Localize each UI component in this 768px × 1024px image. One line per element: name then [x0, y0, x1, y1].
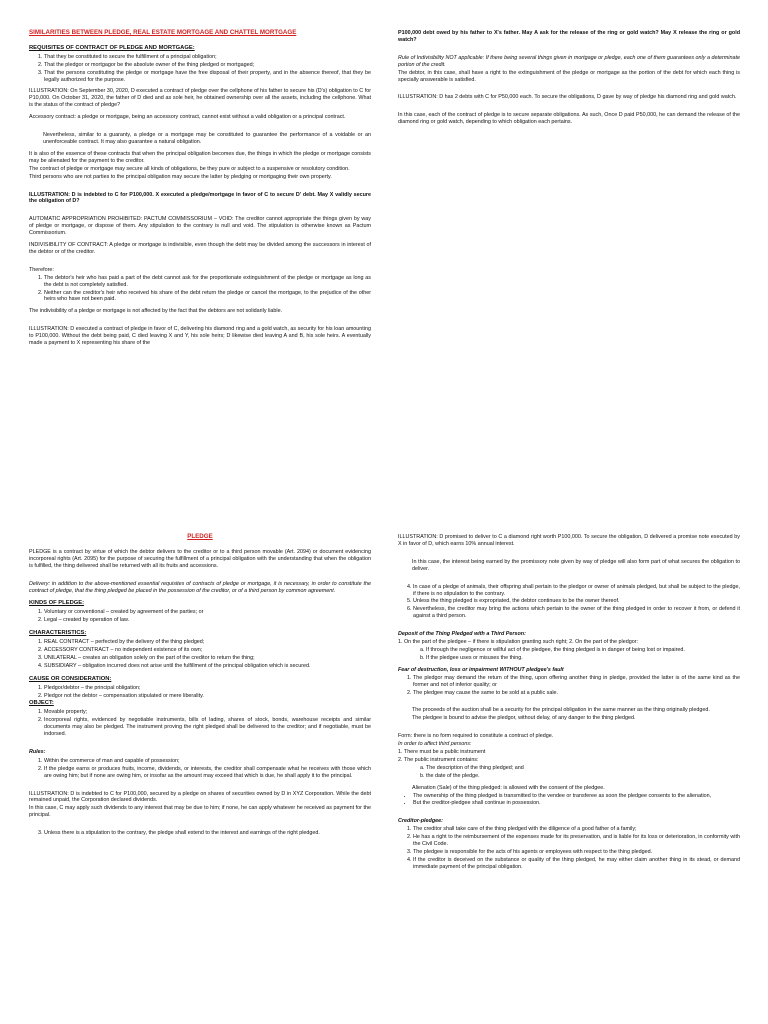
pledge-title: PLEDGE [187, 533, 213, 540]
illustration: ILLUSTRATION: D is indebted to C for P100,000, secured by a pledge on shares of securities owned by D in XYZ Corporation. While the debt remained unpaid, the Corporation declared dividends. [29, 790, 371, 804]
paragraph: In this case, each of the contract of pledge is to secure separate obligations. As such, Once D paid P50,000, he can demand the release of the diamond ring or gold watch, depending to which obligation each pertains. [398, 112, 740, 126]
paragraph: 2. The public instrument contains: [398, 756, 479, 763]
pactum-commissorium: AUTOMATIC APPROPRIATION PROHIBITED: PACTUM COMMISSORIUM – VOID: The creditor cannot appropriate the things given by way of pledge or mortgage, or dispose of them. Any stipulation to the contrary is null and void. The stipulation is otherwise known as Pactum Commissorium. [29, 216, 371, 237]
rules-heading: Rules: [29, 748, 46, 755]
list-item: 1. Pledgor/debtor – the principal obligation; [44, 685, 371, 692]
public-sub-list [398, 765, 740, 780]
list-item: 3. UNILATERAL – creates an obligation solely on the part of the creditor to return the thing; [44, 655, 371, 662]
section-title: SIMILARITIES BETWEEN PLEDGE, REAL ESTATE MORTGAGE AND CHATTEL MORTGAGE [29, 29, 297, 36]
list-item: 2. He has a right to the reimbursement of the expenses made for its preservation, and is liable for its loss or deterioration, in conformity with the Civil Code. [413, 834, 740, 848]
page-1-left-column [29, 30, 371, 352]
rule-indivisibility: Rule of Indivisibility NOT applicable: If there being several things given in mortgage or pledge, each one of them guarantees only a determinate portion of the credit. [398, 54, 740, 68]
fear-heading: Fear of destruction, loss or impairment WITHOUT pledgee's fault [398, 666, 564, 673]
creditor-heading: Creditor-pledgee: [398, 818, 443, 825]
list-item: a. The description of the thing pledged; and [426, 765, 740, 772]
object-list [29, 709, 371, 738]
kinds-heading: KINDS OF PLEDGE: [29, 600, 85, 607]
list-item: 4. SUBSIDIARY – obligation incurred does not arise until the fulfillment of the principal obligation which is secured. [44, 663, 371, 670]
paragraph: The contract of pledge or mortgage may secure all kinds of obligations, be they pure or subject to a suspensive or resolutory condition. [29, 165, 350, 172]
alienation-bullets [398, 793, 740, 808]
illustration: ILLUSTRATION: D executed a contract of pledge in favor of C, delivering his diamond ring and a gold watch, as security for his loan amounting to P100,000. Without the debt being paid, C died leaving X and Y, his sole heirs; D likewise died leaving A and B, his sole heirs. A eventually made a payment to X representing his share of the [29, 326, 371, 347]
list-item: 2. The pledgee may cause the same to be sold at a public sale. [413, 690, 740, 697]
third-persons: Third persons who are not parties to the principal obligation may secure the latter by pledging or mortgaging their own property. [29, 173, 332, 180]
characteristics-heading: CHARACTERISTICS: [29, 630, 87, 637]
requisites-heading: REQUISITES OF CONTRACT OF PLEDGE AND MORTGAGE: [29, 44, 195, 51]
list-item: • But the creditor-pledgee shall continue in possession. [413, 800, 740, 807]
rules-list-continued [29, 830, 371, 837]
alienation: Alienation (Sale) of the thing pledged: is allowed with the consent of the pledgee. [412, 784, 605, 791]
rules-list-continued [398, 584, 740, 621]
accessory-contract: Accessory contract: a pledge or mortgage, being an accessory contract, cannot exist without a valid obligation or a principal contract. [29, 114, 346, 121]
list-item: 1. REAL CONTRACT – perfected by the delivery of the thing pledged; [44, 639, 371, 646]
list-item: 2. Neither can the creditor's heir who received his share of the debt return the pledge or cancel the mortgage, to the prejudice of the other heirs who have not been paid. [44, 290, 371, 304]
illustration: ILLUSTRATION: On September 30, 2020, D executed a contract of pledge over the cellphone of his father to secure his (D's) obligation to C for P10,000. On October 31, 2020, the father of D died and as sole heir, he obtained ownership over all the assets, including the cellphone. What is the status of the contract of pledge? [29, 88, 371, 109]
list-item: 1. Voluntary or conventional – created by agreement of the parties; or [44, 609, 371, 616]
form: Form: there is no form required to constitute a contract of pledge. [398, 733, 554, 740]
page-1-right-column [398, 30, 740, 131]
object-heading: OBJECT: [29, 700, 54, 707]
list-item: 1. Movable property; [44, 709, 371, 716]
therefore-list [29, 275, 371, 304]
creditor-list [398, 826, 740, 870]
paragraph: The pledgee is bound to advise the pledgor, without delay, of any danger to the thing pledged. [412, 715, 636, 722]
deposit-heading: Deposit of the Thing Pledged with a Third Person: [398, 631, 526, 638]
paragraph: The debtor, in this case, shall have a right to the extinguishment of the pledge or mortgage as the portion of the debt for which each thing is specially answerable is satisfied. [398, 69, 740, 83]
illustration: ILLUSTRATION: D has 2 debts with C for P50,000 each. To secure the obligations, D gave by way of pledge his diamond ring and gold watch. [398, 94, 737, 101]
paragraph: The proceeds of the auction shall be a security for the principal obligation in the same manner as the thing originally pledged. [412, 707, 710, 714]
cause-list [29, 685, 371, 700]
kinds-list [29, 609, 371, 624]
list-item: 3. The pledgee is responsible for the acts of his agents or employees with respect to the thing pledged. [413, 849, 740, 856]
list-item: 2. Legal – created by operation of law. [44, 617, 371, 624]
list-item: 6. Nevertheless, the creditor may bring the actions which pertain to the owner of the thing pledged in order to recover it from, or defend it against a third person. [413, 606, 740, 620]
list-item: 2. That the pledgor or mortgagor be the absolute owner of the thing pledged or mortgaged; [44, 62, 371, 69]
list-item: 1. Within the commerce of man and capable of possession; [44, 758, 371, 765]
list-item: 1. The debtor's heir who has paid a part of the debt cannot ask for the proportionate extinguishment of the pledge or mortgage as long as the debt is not completely satisfied. [44, 275, 371, 289]
paragraph: The indivisibility of a pledge or mortgage is not affected by the fact that the debtors are not solidarily liable. [29, 308, 283, 315]
pledge-definition: PLEDGE is a contract by virtue of which the debtor delivers to the creditor or to a third person movable (Art. 2094) or document evidencing incorporeal rights (Art. 2095) for the purpose of securing the fulfillment of a principal obligation with the understanding that when the obligation is fulfilled, the thing delivered shall be returned with all its fruits and accessions. [29, 548, 371, 569]
list-item: 1. The creditor shall take care of the thing pledged with the diligence of a good father of a family; [413, 826, 740, 833]
list-item: 2. If the pledge earns or produces fruits, income, dividends, or interests, the creditor shall compensate what he receives with those which are owing him; but if none are owing him, or insofar as the amount may exceed that which is due, he shall apply it to the principal. [44, 766, 371, 780]
list-item: 1. That they be constituted to secure the fulfillment of a principal obligation; [44, 54, 371, 61]
fear-list [398, 675, 740, 697]
affect-third-persons: In order to affect third persons: [398, 741, 472, 748]
requisites-list [29, 54, 371, 84]
list-item: 2. Incorporeal rights, evidenced by negotiable instruments, bills of lading, shares of stock, bonds, warehouse receipts and similar documents may also be pledged. The instrument proving the right pledged shall be delivered to the creditor; and if negotiable, must be indorsed. [44, 717, 371, 738]
list-item: 1. The pledgor may demand the return of the thing, upon offering another thing in pledge, provided the latter is of the same kind as the former and not of inferior quality; or [413, 675, 740, 689]
list-item: 5. Unless the thing pledged is expropriated, the debtor continues to be the owner thereof. [413, 598, 740, 605]
list-item: 4. If the creditor is deceived on the substance or quality of the thing pledged, he may either claim another thing in its stead, or demand immediate payment of the principal obligation. [413, 857, 740, 871]
list-item: 4. In case of a pledge of animals, their offspring shall pertain to the pledgor or owner of animals pledged, but shall be subject to the pledge, if there is no stipulation to the contrary. [413, 584, 740, 598]
paragraph: In this case, C may apply such dividends to any interest that may be due to him; if none, he can apply whatever he received as payment for the principal. [29, 805, 371, 819]
list-item: 2. ACCESSORY CONTRACT – no independent existence of its own; [44, 647, 371, 654]
paragraph: It is also of the essence of these contracts that when the principal obligation becomes due, the things in which the pledge or mortgage consists may be alienated for the payment to the creditor. [29, 150, 371, 164]
delivery: Delivery: in addition to the above-mentioned essential requisites of contracts of pledge or mortgage, it is necessary, in order to constitute the contract of pledge, that the thing pledged be placed in the possession of the creditor, or of a third person by common agreement. [29, 580, 371, 594]
therefore-label: Therefore: [29, 266, 54, 273]
paragraph: In this case, the interest being earned by the promissory note given by way of pledge will also form part of what secures the obligation to deliver. [412, 558, 740, 572]
list-item: 3. Unless there is a stipulation to the contrary, the pledge shall extend to the interest and earnings of the right pledged. [44, 830, 371, 837]
list-item: 3. That the persons constituting the pledge or mortgage have the free disposal of their property, and in the absence thereof, that they be legally authorized for the purpose. [44, 70, 371, 84]
deposit-sub-list [398, 647, 740, 662]
page-2-left-column [29, 534, 371, 842]
page-2-right-column [398, 534, 740, 876]
list-item: b. If the pledgee uses or misuses the thing. [426, 655, 740, 662]
list-item: b. the date of the pledge. [426, 773, 740, 780]
paragraph: Nevertheless, similar to a guaranty, a pledge or a mortgage may be constituted to guarantee the performance of a voidable or an unenforceable contract. It may also guarantee a natural obligation. [43, 132, 371, 145]
list-item: 2. Pledgor not the debtor – compensation stipulated or mere liberality. [44, 693, 371, 700]
continued-question: P100,000 debt owed by his father to X's father. May A ask for the release of the ring or gold watch? May X release the ring or gold watch? [398, 30, 740, 43]
indivisibility: INDIVISIBILITY OF CONTRACT: A pledge or mortgage is indivisible, even though the debt may be divided among the successors in interest of the debtor or of the creditor. [29, 242, 371, 255]
list-item: a. If through the negligence or willful act of the pledgee, the thing pledged is in danger of being lost or impaired. [426, 647, 740, 654]
characteristics-list [29, 639, 371, 670]
rules-list [29, 758, 371, 780]
paragraph: 1. There must be a public instrument [398, 749, 486, 756]
illustration: ILLUSTRATION: D promised to deliver to C a diamond right worth P100,000. To secure the obligation, D delivered a promise note executed by X in favor of D, which earns 10% annual interest. [398, 534, 740, 547]
illustration: ILLUSTRATION: D is indebted to C for P100,000. X executed a pledge/mortgage in favor of C to secure D' debt. May X validly secure the obligation of D? [29, 191, 371, 205]
paragraph: 1. On the part of the pledgee – if there is stipulation granting such right; 2. On the part of the pledgor: [398, 639, 639, 646]
cause-heading: CAUSE OR CONSIDERATION: [29, 675, 112, 682]
list-item: • The ownership of the thing pledged is transmitted to the vendee or transferee as soon the pledgee consents to the alienation, [413, 793, 740, 800]
